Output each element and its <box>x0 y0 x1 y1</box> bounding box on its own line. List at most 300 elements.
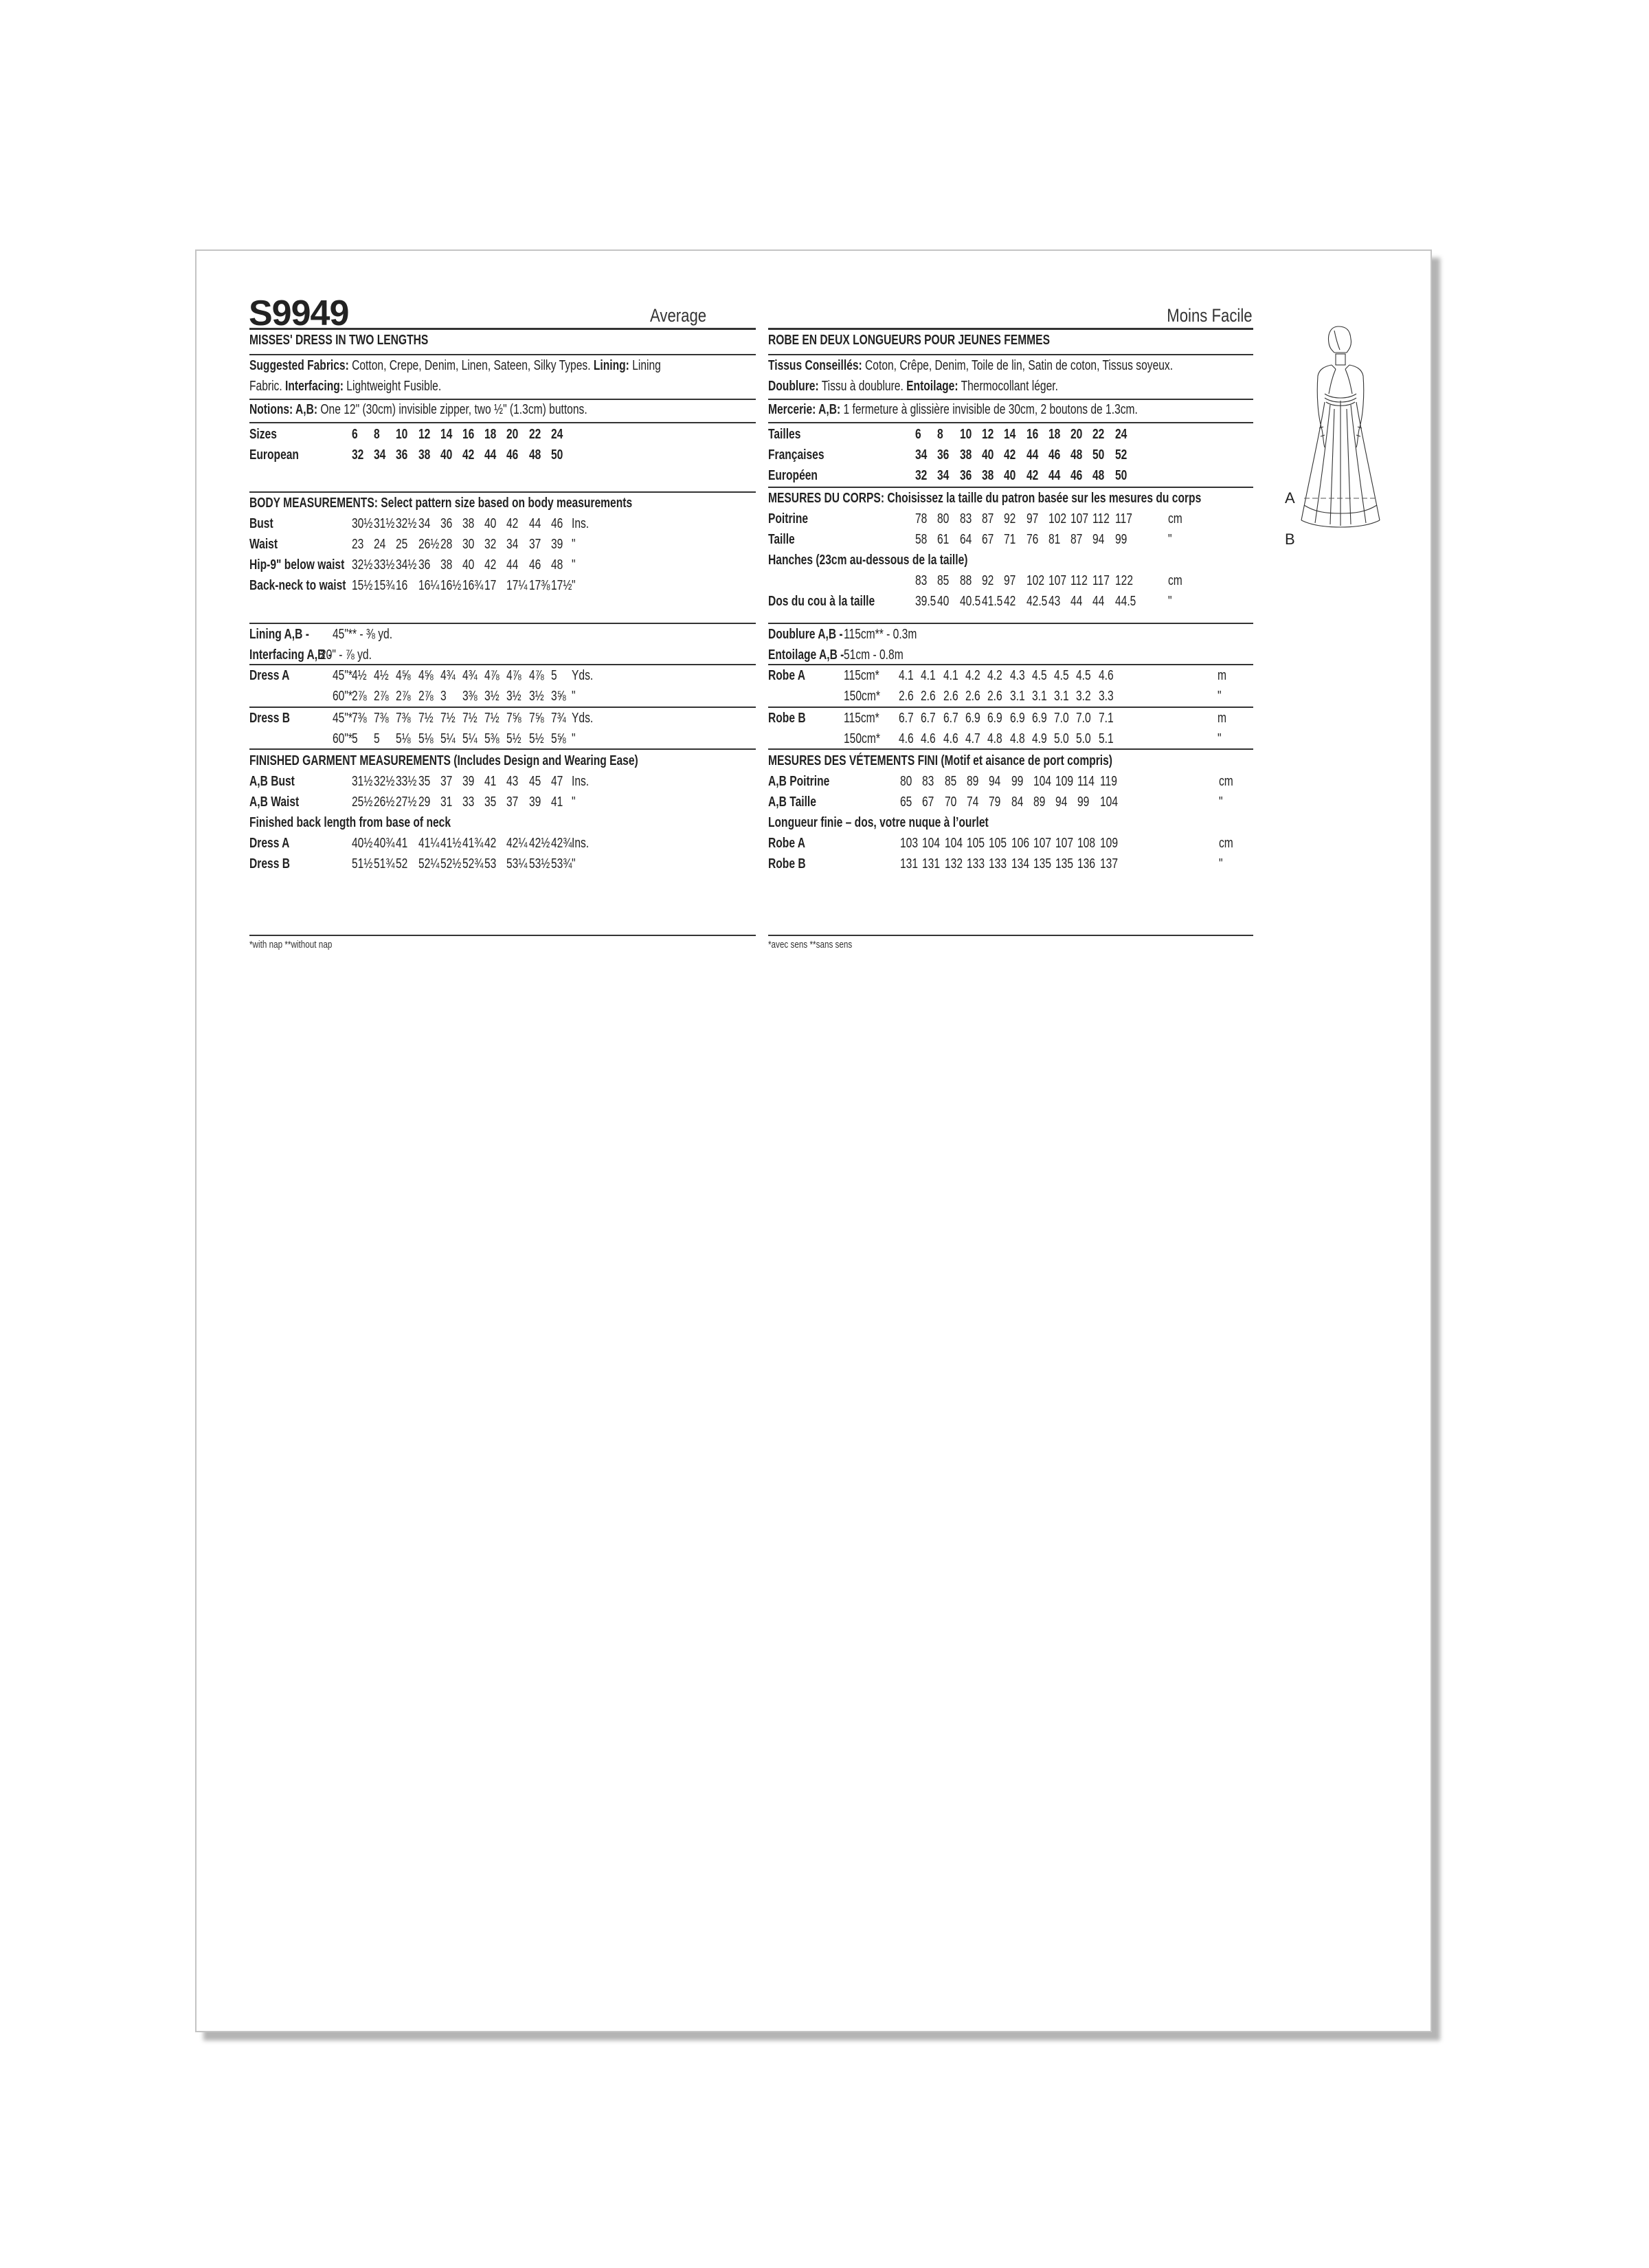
table-cell: 26½ <box>418 537 439 552</box>
divider <box>249 422 756 423</box>
table-cell: 41.5 <box>981 594 1003 609</box>
table-cell: 87 <box>1070 532 1083 547</box>
table-cell: 41¾ <box>462 836 484 851</box>
row-label: Interfacing A,B - <box>249 647 332 663</box>
table-cell: 35 <box>484 794 497 810</box>
table-cell: 7.0 <box>1076 711 1092 726</box>
table-cell: 4.6 <box>943 731 958 746</box>
dress-sketch-icon <box>1285 320 1395 533</box>
table-cell: 99 <box>1114 532 1128 547</box>
table-cell: 48 <box>528 447 541 463</box>
table-cell: 80 <box>900 774 912 789</box>
row-label: Doublure A,B - <box>768 627 843 642</box>
table-cell: 87 <box>981 511 994 526</box>
table-cell: 107 <box>1070 511 1089 526</box>
table-cell: 134 <box>1011 856 1029 871</box>
table-cell: 104 <box>922 836 941 851</box>
unit-label: cm <box>1219 774 1233 789</box>
table-cell: 16¾ <box>462 578 484 593</box>
body-measurements-heading: BODY MEASUREMENTS: Select pattern size based on body measurements <box>249 496 633 511</box>
table-cell: 7.0 <box>1054 711 1069 726</box>
table-cell: 7½ <box>440 711 456 726</box>
table-cell: 42 <box>1004 594 1016 609</box>
table-cell: 40 <box>937 594 950 609</box>
table-cell: 52¼ <box>418 856 439 871</box>
length-heading: Finished back length from base of neck <box>249 815 451 830</box>
table-cell: 46 <box>1070 468 1083 483</box>
table-cell: 48 <box>550 557 563 572</box>
table-cell: 17½ <box>550 578 572 593</box>
table-cell: 20 <box>506 427 519 442</box>
table-cell: 52 <box>1114 447 1128 463</box>
table-cell: 24 <box>550 427 563 442</box>
pattern-title-fr: ROBE EN DEUX LONGUEURS POUR JEUNES FEMMES <box>768 333 1050 348</box>
table-cell: 7⅜ <box>374 711 389 726</box>
divider <box>768 664 1253 665</box>
table-cell: 92 <box>1004 511 1016 526</box>
table-cell: 7½ <box>418 711 434 726</box>
table-cell: 46 <box>506 447 519 463</box>
table-cell: 29 <box>418 794 430 810</box>
table-cell: 64 <box>959 532 972 547</box>
table-cell: 89 <box>966 774 979 789</box>
table-cell: 33½ <box>374 557 395 572</box>
table-cell: 17 <box>484 578 497 593</box>
table-cell: 16¼ <box>418 578 439 593</box>
table-cell: 104 <box>1099 794 1118 810</box>
divider <box>249 748 756 750</box>
table-cell: 4.5 <box>1054 668 1069 683</box>
row-label: Dos du cou à la taille <box>768 594 875 609</box>
divider <box>768 935 1253 936</box>
unit-label: " <box>1219 856 1223 871</box>
table-cell: 133 <box>989 856 1007 871</box>
difficulty-level-fr: Moins Facile <box>1167 305 1253 326</box>
table-cell: 15½ <box>352 578 373 593</box>
table-cell: 36 <box>440 516 453 531</box>
table-cell: 3½ <box>484 689 500 704</box>
table-cell: 28 <box>440 537 453 552</box>
table-cell: 4.5 <box>1031 668 1047 683</box>
table-cell: 4.6 <box>1098 668 1114 683</box>
table-cell: 44 <box>1026 447 1038 463</box>
table-cell: 2⅞ <box>352 689 367 704</box>
table-cell: 41¼ <box>418 836 439 851</box>
row-label: Dress B <box>249 856 290 871</box>
unit-label: m <box>1218 668 1227 683</box>
table-cell: 71 <box>1004 532 1016 547</box>
table-cell: 22 <box>1092 427 1105 442</box>
table-cell: 6.9 <box>965 711 980 726</box>
table-cell: 43 <box>506 774 519 789</box>
table-cell: 6.7 <box>899 711 914 726</box>
table-cell: 10 <box>959 427 972 442</box>
table-cell: 4.2 <box>965 668 980 683</box>
table-cell: 37 <box>506 794 519 810</box>
table-cell: 7.1 <box>1098 711 1114 726</box>
table-cell: 18 <box>1048 427 1061 442</box>
table-cell: 105 <box>989 836 1007 851</box>
view-label: Dress A <box>249 668 290 683</box>
table-cell: 102 <box>1026 573 1044 588</box>
table-cell: 81 <box>1048 532 1061 547</box>
table-cell: 42 <box>462 447 475 463</box>
table-cell: 3.1 <box>1031 689 1047 704</box>
divider <box>249 664 756 665</box>
table-cell: 46 <box>550 516 563 531</box>
table-cell: 5¼ <box>462 731 478 746</box>
table-cell: 4.1 <box>921 668 936 683</box>
table-cell: 67 <box>981 532 994 547</box>
table-cell: 30 <box>462 537 475 552</box>
table-cell: 6.9 <box>987 711 1002 726</box>
table-cell: 4½ <box>374 668 389 683</box>
table-cell: 34 <box>506 537 519 552</box>
table-cell: 4.1 <box>899 668 914 683</box>
table-cell: 112 <box>1092 511 1110 526</box>
table-cell: 42 <box>1026 468 1038 483</box>
table-cell: 35 <box>418 774 430 789</box>
table-cell: 3.1 <box>1009 689 1025 704</box>
view-label: Robe B <box>768 711 806 726</box>
table-cell: 103 <box>900 836 919 851</box>
unit-label: " <box>572 856 576 871</box>
table-cell: 39.5 <box>915 594 936 609</box>
table-cell: 48 <box>1070 447 1083 463</box>
table-cell: 15¾ <box>374 578 395 593</box>
table-cell: 33½ <box>396 774 417 789</box>
table-cell: 7¾ <box>550 711 566 726</box>
table-cell: 44 <box>484 447 497 463</box>
table-cell: 92 <box>981 573 994 588</box>
table-cell: 41 <box>484 774 497 789</box>
row-label: Robe B <box>768 856 806 871</box>
table-cell: 34 <box>418 516 430 531</box>
fabric-width: 115cm* <box>844 711 879 726</box>
table-cell: 41 <box>550 794 563 810</box>
hips-label: Hanches (23cm au-dessous de la taille) <box>768 553 968 568</box>
table-cell: 25½ <box>352 794 373 810</box>
unit-label: Ins. <box>572 516 590 531</box>
table-cell: 47 <box>550 774 563 789</box>
difficulty-level: Average <box>649 305 706 326</box>
table-cell: 6 <box>352 427 358 442</box>
table-cell: 32 <box>352 447 364 463</box>
table-cell: 40 <box>981 447 994 463</box>
table-cell: 38 <box>959 447 972 463</box>
table-cell: 104 <box>944 836 963 851</box>
table-cell: 8 <box>937 427 943 442</box>
table-cell: 119 <box>1099 774 1117 789</box>
table-cell: 97 <box>1004 573 1016 588</box>
table-cell: 30½ <box>352 516 373 531</box>
fabric-width: 150cm* <box>844 689 880 704</box>
table-cell: 50 <box>550 447 563 463</box>
divider <box>768 328 1253 330</box>
table-cell: 25 <box>396 537 408 552</box>
table-cell: 83 <box>922 774 934 789</box>
table-cell: 5.0 <box>1076 731 1092 746</box>
table-cell: 88 <box>959 573 972 588</box>
table-cell: 85 <box>944 774 956 789</box>
table-cell: 43 <box>1048 594 1061 609</box>
table-cell: 108 <box>1077 836 1096 851</box>
table-cell: 74 <box>966 794 979 810</box>
table-cell: 2.6 <box>965 689 980 704</box>
row-label: Poitrine <box>768 511 809 526</box>
row-label: A,B Taille <box>768 794 816 810</box>
table-cell: 70 <box>944 794 956 810</box>
notions: Notions: A,B: One 12" (30cm) invisible zipper, two ½" (1.3cm) buttons. <box>249 402 587 417</box>
table-cell: 109 <box>1055 774 1074 789</box>
unit-label: Ins. <box>572 836 590 851</box>
table-cell: 50 <box>1092 447 1105 463</box>
unit-label: Ins. <box>572 774 590 789</box>
divider <box>768 748 1253 750</box>
table-cell: 53½ <box>528 856 550 871</box>
row-label: Dress A <box>249 836 290 851</box>
table-cell: 40½ <box>352 836 373 851</box>
table-cell: 89 <box>1033 794 1046 810</box>
row-label: European <box>249 447 299 463</box>
pattern-title: MISSES' DRESS IN TWO LENGTHS <box>249 333 429 348</box>
table-cell: 38 <box>418 447 430 463</box>
table-cell: 23 <box>352 537 364 552</box>
table-cell: 135 <box>1033 856 1051 871</box>
table-cell: 132 <box>944 856 963 871</box>
table-cell: 136 <box>1077 856 1096 871</box>
unit-label: cm <box>1219 836 1233 851</box>
table-cell: 32½ <box>374 774 395 789</box>
fabric-width: 150cm* <box>844 731 880 746</box>
unit-label: " <box>1218 731 1222 746</box>
table-cell: 33 <box>462 794 475 810</box>
table-cell: 4⅞ <box>506 668 522 683</box>
table-cell: 137 <box>1099 856 1118 871</box>
table-cell: 7⅜ <box>396 711 412 726</box>
unit-label: " <box>1219 794 1223 810</box>
table-cell: 5.1 <box>1098 731 1114 746</box>
table-cell: 76 <box>1026 532 1038 547</box>
table-cell: 7½ <box>462 711 478 726</box>
table-cell: 42 <box>1004 447 1016 463</box>
row-label: Robe A <box>768 836 806 851</box>
table-cell: 3⅜ <box>462 689 478 704</box>
footnote: *with nap **without nap <box>249 939 333 950</box>
table-cell: 42.5 <box>1026 594 1047 609</box>
table-cell: 4⅝ <box>418 668 434 683</box>
table-cell: 2.6 <box>899 689 914 704</box>
table-cell: 40.5 <box>959 594 980 609</box>
divider <box>249 623 756 624</box>
table-cell: 2⅞ <box>396 689 412 704</box>
unit-label: m <box>1218 711 1227 726</box>
table-cell: 17⅜ <box>528 578 550 593</box>
divider <box>249 354 756 355</box>
table-cell: 26½ <box>374 794 395 810</box>
row-label: Taille <box>768 532 795 547</box>
table-cell: 6.9 <box>1031 711 1047 726</box>
table-cell: 14 <box>1004 427 1016 442</box>
table-cell: 32 <box>915 468 928 483</box>
divider <box>249 935 756 936</box>
table-cell: 61 <box>937 532 950 547</box>
table-cell: 94 <box>1092 532 1105 547</box>
table-cell: 3⅝ <box>550 689 566 704</box>
table-cell: 34 <box>915 447 928 463</box>
row-label: Tailles <box>768 427 801 442</box>
fabric-width: 45"* <box>333 711 352 726</box>
table-cell: 3.1 <box>1054 689 1069 704</box>
table-cell: 34 <box>374 447 386 463</box>
table-cell: 83 <box>915 573 928 588</box>
table-cell: 4.6 <box>899 731 914 746</box>
table-cell: 40 <box>1004 468 1016 483</box>
pattern-number: S9949 <box>249 293 349 333</box>
table-cell: 18 <box>484 427 497 442</box>
table-cell: 22 <box>528 427 541 442</box>
table-cell: 31 <box>440 794 453 810</box>
table-cell: 24 <box>1114 427 1128 442</box>
table-cell: 14 <box>440 427 453 442</box>
table-cell: 37 <box>440 774 453 789</box>
table-cell: 36 <box>396 447 408 463</box>
table-cell: 32½ <box>352 557 373 572</box>
table-cell: 32½ <box>396 516 417 531</box>
divider <box>768 487 1253 488</box>
row-label: Européen <box>768 468 818 483</box>
table-cell: 42¼ <box>506 836 528 851</box>
fabrics-line-1: Suggested Fabrics: Cotton, Crepe, Denim, Linen, Sateen, Silky Types. Lining: Lining <box>249 358 661 373</box>
table-cell: 7⅝ <box>506 711 522 726</box>
table-cell: 42½ <box>528 836 550 851</box>
table-cell: 3 <box>440 689 447 704</box>
unit-label: " <box>1168 532 1172 547</box>
table-cell: 107 <box>1048 573 1066 588</box>
table-cell: 107 <box>1033 836 1051 851</box>
table-cell: 36 <box>418 557 430 572</box>
table-cell: 5⅛ <box>418 731 434 746</box>
table-cell: 6 <box>915 427 921 442</box>
divider <box>768 354 1253 355</box>
table-cell: 31½ <box>374 516 395 531</box>
table-cell: 135 <box>1055 856 1074 871</box>
table-cell: 36 <box>937 447 950 463</box>
table-cell: 46 <box>528 557 541 572</box>
table-cell: 5 <box>550 668 557 683</box>
table-cell: 39 <box>462 774 475 789</box>
table-cell: 79 <box>989 794 1001 810</box>
table-cell: 5⅝ <box>550 731 566 746</box>
table-cell: 12 <box>418 427 430 442</box>
unit-label: cm <box>1168 573 1182 588</box>
table-cell: 7½ <box>484 711 500 726</box>
table-cell: 32 <box>484 537 497 552</box>
table-cell: 16 <box>462 427 475 442</box>
table-cell: 6.7 <box>921 711 936 726</box>
divider <box>249 328 756 330</box>
table-cell: 6.9 <box>1009 711 1025 726</box>
table-cell: 40¾ <box>374 836 395 851</box>
view-label-b: B <box>1285 531 1295 548</box>
table-cell: 42 <box>506 516 519 531</box>
unit-label: " <box>572 557 576 572</box>
table-cell: 42 <box>484 557 497 572</box>
table-cell: 97 <box>1026 511 1038 526</box>
fabrics-line-2: Fabric. Interfacing: Lightweight Fusible. <box>249 379 442 394</box>
row-label: Waist <box>249 537 278 552</box>
table-cell: 46 <box>1048 447 1061 463</box>
divider <box>768 707 1253 708</box>
table-cell: 4.3 <box>1009 668 1025 683</box>
table-cell: 5½ <box>528 731 544 746</box>
table-cell: 5.0 <box>1054 731 1069 746</box>
table-cell: 4½ <box>352 668 367 683</box>
length-heading: Longueur finie – dos, votre nuque à l’ourlet <box>768 815 989 830</box>
table-cell: 5½ <box>506 731 522 746</box>
table-cell: 114 <box>1077 774 1095 789</box>
table-cell: 67 <box>922 794 934 810</box>
table-cell: 45 <box>528 774 541 789</box>
table-cell: 107 <box>1055 836 1074 851</box>
row-label: A,B Poitrine <box>768 774 830 789</box>
row-label: Entoilage A,B - <box>768 647 844 663</box>
table-cell: 6.7 <box>943 711 958 726</box>
table-cell: 52½ <box>440 856 462 871</box>
table-cell: 112 <box>1070 573 1088 588</box>
table-cell: 2⅞ <box>374 689 389 704</box>
table-cell: 58 <box>915 532 928 547</box>
table-cell: 4.1 <box>943 668 958 683</box>
table-cell: 38 <box>440 557 453 572</box>
table-cell: 38 <box>981 468 994 483</box>
table-cell: 105 <box>966 836 985 851</box>
table-cell: 44.5 <box>1114 594 1136 609</box>
table-cell: 85 <box>937 573 950 588</box>
table-cell: 2.6 <box>921 689 936 704</box>
table-cell: 48 <box>1092 468 1105 483</box>
table-cell: 12 <box>981 427 994 442</box>
footnote-fr: *avec sens **sans sens <box>768 939 853 950</box>
table-cell: 10 <box>396 427 408 442</box>
divider <box>768 399 1253 400</box>
divider <box>249 491 756 493</box>
finished-measurements-heading-fr: MESURES DES VÉTEMENTS FINI (Motif et aisance de port compris) <box>768 753 1113 768</box>
table-cell: 40 <box>484 516 497 531</box>
table-cell: 41½ <box>440 836 462 851</box>
table-cell: 53¼ <box>506 856 528 871</box>
table-cell: 7⅝ <box>528 711 544 726</box>
table-cell: 4⅞ <box>528 668 544 683</box>
table-cell: 94 <box>1055 794 1068 810</box>
table-cell: 17¼ <box>506 578 528 593</box>
divider <box>768 422 1253 423</box>
table-cell: 50 <box>1114 468 1128 483</box>
table-cell: 4⅞ <box>484 668 500 683</box>
row-label: Lining A,B - <box>249 627 309 642</box>
table-cell: 4.5 <box>1076 668 1092 683</box>
table-cell: 102 <box>1048 511 1066 526</box>
table-cell: 5⅛ <box>396 731 412 746</box>
row-value: 45"** - ⅜ yd. <box>333 627 393 642</box>
fabric-width: 45"* <box>333 668 352 683</box>
table-cell: 39 <box>528 794 541 810</box>
body-measurements-heading-fr: MESURES DU CORPS: Choisissez la taille du patron basée sur les mesures du corps <box>768 491 1202 506</box>
unit-label: " <box>572 731 576 746</box>
row-label: Bust <box>249 516 273 531</box>
view-label-a: A <box>1285 489 1295 507</box>
table-cell: 39 <box>550 537 563 552</box>
